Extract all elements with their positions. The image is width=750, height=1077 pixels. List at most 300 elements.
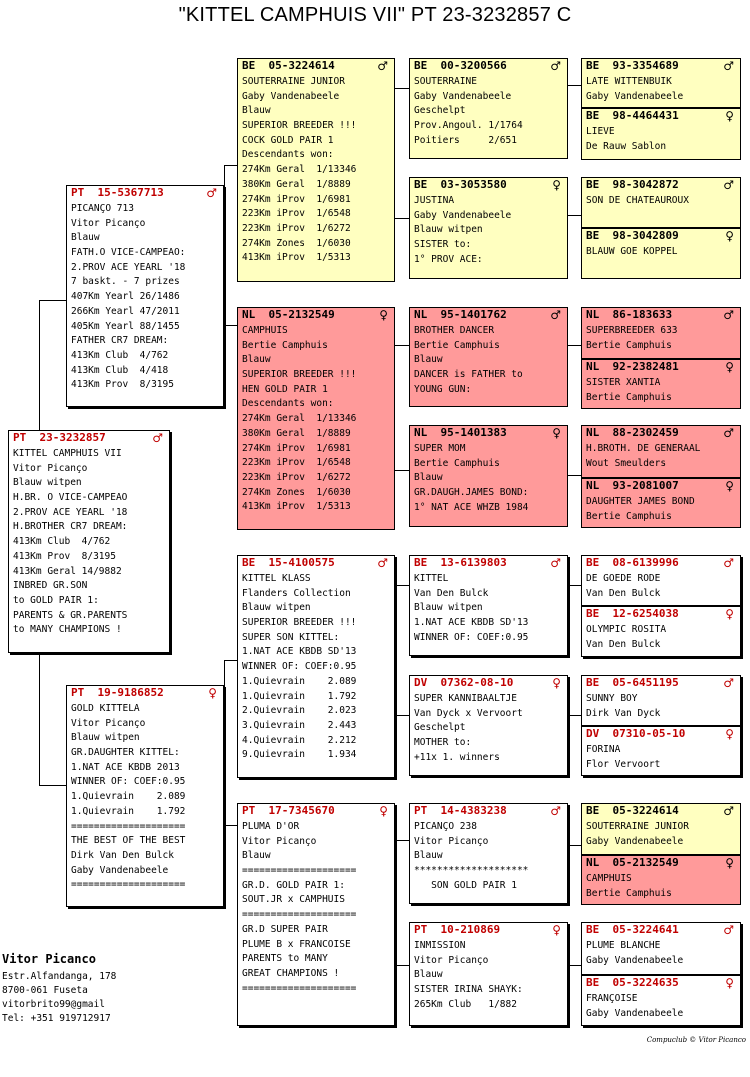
pigeon-card-g5 bbox=[581, 307, 741, 359]
ring-text: NL 05-2132549 bbox=[586, 856, 679, 869]
detail-line: 413Km Club 4/418 bbox=[71, 364, 169, 376]
connector-line bbox=[395, 965, 409, 966]
pigeon-card-g8 bbox=[581, 478, 741, 528]
ring-text: PT 14-4383238 bbox=[414, 804, 507, 817]
pigeon-details bbox=[414, 442, 563, 515]
connector-line bbox=[568, 345, 581, 346]
pigeon-card-dss bbox=[409, 555, 568, 656]
pigeon-card-sire bbox=[66, 185, 224, 407]
ring-number bbox=[586, 426, 736, 440]
detail-line: Dirk Van Dyck bbox=[586, 707, 661, 719]
pigeon-details bbox=[414, 194, 563, 267]
male-icon: ♂ bbox=[723, 426, 734, 440]
ring-number bbox=[242, 308, 390, 322]
detail-line: Bertie Camphuis bbox=[242, 339, 328, 351]
detail-line: SON GOLD PAIR 1 bbox=[414, 879, 517, 891]
detail-line: Blauw bbox=[242, 850, 271, 862]
page-title: "KITTEL CAMPHUIS VII" PT 23-3232857 C bbox=[178, 4, 572, 26]
pigeon-card-sss bbox=[409, 58, 568, 159]
pigeon-details bbox=[586, 692, 736, 721]
pigeon-card-ds bbox=[237, 555, 395, 778]
male-icon: ♂ bbox=[723, 676, 734, 690]
ring-number bbox=[414, 923, 563, 937]
pigeon-card-g16 bbox=[581, 975, 741, 1026]
detail-line: Descendants won: bbox=[242, 149, 334, 161]
detail-line: MOTHER to: bbox=[414, 737, 472, 749]
ring-number bbox=[414, 59, 563, 73]
pigeon-details bbox=[414, 572, 563, 645]
detail-line: Geschelpt bbox=[414, 722, 466, 734]
detail-line: 413Km Prov 8/3195 bbox=[71, 379, 174, 391]
pigeon-details bbox=[586, 820, 736, 849]
detail-line: 274Km iProv 1/6981 bbox=[242, 193, 351, 205]
pigeon-details bbox=[586, 376, 736, 405]
detail-line: SUPERIOR BREEDER !!! bbox=[242, 617, 357, 629]
detail-line: SISTER to: bbox=[414, 239, 472, 251]
detail-line: SOUTERRAINE bbox=[414, 76, 477, 87]
male-icon: ♂ bbox=[723, 556, 734, 570]
detail-line: DANCER is FATHER to bbox=[414, 369, 523, 381]
ring-text: NL 88-2302459 bbox=[586, 426, 679, 439]
detail-line: ==================== bbox=[71, 820, 186, 832]
pigeon-card-ssd bbox=[409, 177, 568, 279]
connector-line bbox=[224, 165, 225, 325]
detail-line: 407Km Yearl 26/1486 bbox=[71, 291, 180, 303]
pigeon-card-g13 bbox=[581, 803, 741, 855]
ring-number bbox=[242, 59, 390, 73]
detail-line: INBRED GR.SON bbox=[13, 580, 88, 592]
detail-line: Geschelpt bbox=[414, 105, 466, 117]
ring-number bbox=[586, 556, 736, 570]
connector-line bbox=[395, 218, 409, 219]
ring-number bbox=[586, 229, 736, 243]
detail-line: Gaby Vandenabeele bbox=[586, 90, 684, 102]
detail-line: SOUTERRAINE JUNIOR bbox=[242, 76, 345, 87]
detail-line: Flanders Collection bbox=[242, 587, 351, 599]
ring-number bbox=[414, 308, 563, 322]
pigeon-card-sds bbox=[409, 307, 568, 407]
connector-line bbox=[395, 345, 409, 346]
detail-line: OLYMPIC ROSITA bbox=[586, 624, 667, 635]
connector-line bbox=[39, 300, 40, 430]
detail-line: 405Km Yearl 88/1455 bbox=[71, 320, 180, 332]
detail-line: 1° PROV ACE: bbox=[414, 253, 483, 265]
detail-line: PARENTS & GR.PARENTS bbox=[13, 609, 128, 621]
detail-line: Blauw witpen bbox=[242, 602, 311, 614]
ring-number bbox=[71, 186, 219, 200]
detail-line: GOLD KITTELA bbox=[71, 703, 140, 714]
detail-line: 265Km Club 1/882 bbox=[414, 998, 517, 1010]
detail-line: PLUMA D'OR bbox=[242, 821, 300, 832]
credit-text: Compuclub © Vitor Picanco bbox=[646, 1036, 746, 1044]
ring-text: DV 07310-05-10 bbox=[586, 727, 686, 740]
owner-name: Vitor Picanco bbox=[2, 952, 96, 966]
ring-text: NL 95-1401762 bbox=[414, 308, 507, 321]
detail-line: Blauw bbox=[414, 472, 443, 484]
detail-line: BROTHER DANCER bbox=[414, 325, 495, 336]
detail-line: 1.NAT ACE KBDB 2013 bbox=[71, 761, 180, 773]
detail-line: DE GOEDE RODE bbox=[586, 573, 661, 584]
detail-line: ==================== bbox=[71, 879, 186, 891]
ring-number bbox=[586, 976, 736, 990]
detail-line: CAMPHUIS bbox=[586, 873, 632, 884]
pigeon-details bbox=[586, 939, 736, 968]
female-icon: ♀ bbox=[552, 923, 561, 937]
detail-line: 223Km iProv 1/6272 bbox=[242, 222, 351, 234]
pigeon-details bbox=[13, 447, 165, 638]
detail-line: 413Km Prov 8/3195 bbox=[13, 550, 116, 562]
pigeon-details bbox=[586, 245, 736, 260]
ring-number bbox=[586, 923, 736, 937]
detail-line: Blauw bbox=[414, 850, 443, 862]
detail-line: 3.Quievrain 2.443 bbox=[242, 719, 357, 731]
male-icon: ♂ bbox=[550, 804, 561, 818]
female-icon: ♀ bbox=[552, 426, 561, 440]
detail-line: SUPER KANNIBAALTJE bbox=[414, 693, 517, 704]
detail-line: Van Den Bulck bbox=[586, 638, 661, 650]
detail-line: 1.NAT ACE KBDB SD'13 bbox=[414, 617, 529, 629]
detail-line: COCK GOLD PAIR 1 bbox=[242, 134, 334, 146]
detail-line: Vitor Picanço bbox=[13, 462, 88, 474]
detail-line: INMISSION bbox=[414, 940, 466, 951]
connector-line bbox=[395, 840, 409, 841]
detail-line: SUNNY BOY bbox=[586, 693, 638, 704]
pigeon-details bbox=[586, 572, 736, 601]
ring-number bbox=[586, 607, 736, 621]
ring-number bbox=[414, 556, 563, 570]
detail-line: 1.Quievrain 1.792 bbox=[71, 805, 186, 817]
detail-line: ==================== bbox=[242, 909, 357, 921]
ring-text: BE 03-3053580 bbox=[414, 178, 507, 191]
detail-line: Wout Smeulders bbox=[586, 457, 667, 469]
female-icon: ♀ bbox=[725, 109, 734, 123]
detail-line: 1.Quievrain 2.089 bbox=[71, 791, 186, 803]
detail-line: Blauw bbox=[242, 354, 271, 366]
detail-line: SISTER XANTIA bbox=[586, 377, 661, 388]
detail-line: Van Den Bulck bbox=[586, 587, 661, 599]
pigeon-details bbox=[414, 939, 563, 1012]
connector-line bbox=[568, 475, 581, 476]
pigeon-card-dsd bbox=[409, 675, 568, 776]
detail-line: LIEVE bbox=[586, 126, 615, 137]
detail-line: GR.DAUGH.JAMES BOND: bbox=[414, 487, 529, 499]
ring-text: NL 05-2132549 bbox=[242, 308, 335, 321]
detail-line: Blauw witpen bbox=[414, 602, 483, 614]
ring-text: NL 92-2382481 bbox=[586, 360, 679, 373]
detail-line: H.BROTHER CR7 DREAM: bbox=[13, 521, 128, 533]
ring-number bbox=[586, 676, 736, 690]
pigeon-details bbox=[586, 623, 736, 652]
pigeon-details bbox=[242, 820, 390, 996]
detail-line: Bertie Camphuis bbox=[414, 339, 500, 351]
ring-text: BE 12-6254038 bbox=[586, 607, 679, 620]
detail-line: BLAUW GOE KOPPEL bbox=[586, 246, 678, 257]
detail-line: 4.Quievrain 2.212 bbox=[242, 734, 357, 746]
owner-address: Estr.Alfandanga, 178 bbox=[2, 971, 117, 982]
detail-line: Bertie Camphuis bbox=[414, 457, 500, 469]
detail-line: 274Km Geral 1/13346 bbox=[242, 413, 357, 425]
pigeon-details bbox=[414, 324, 563, 397]
pigeon-card-g4 bbox=[581, 228, 741, 279]
detail-line: 1.Quievrain 2.089 bbox=[242, 675, 357, 687]
detail-line: SUPER MOM bbox=[414, 443, 466, 454]
male-icon: ♂ bbox=[723, 308, 734, 322]
pigeon-card-g12 bbox=[581, 726, 741, 776]
pigeon-details bbox=[71, 702, 219, 893]
female-icon: ♀ bbox=[208, 686, 217, 700]
detail-line: ==================== bbox=[242, 865, 357, 877]
male-icon: ♂ bbox=[550, 556, 561, 570]
pigeon-card-g15 bbox=[581, 922, 741, 975]
male-icon: ♂ bbox=[723, 59, 734, 73]
ring-text: NL 95-1401383 bbox=[414, 426, 507, 439]
ring-text: PT 19-9186852 bbox=[71, 686, 164, 699]
detail-line: FATH.O VICE-CAMPEAO: bbox=[71, 247, 186, 259]
ring-text: BE 98-3042809 bbox=[586, 229, 679, 242]
detail-line: to GOLD PAIR 1: bbox=[13, 594, 99, 606]
ring-number bbox=[414, 426, 563, 440]
detail-line: Bertie Camphuis bbox=[586, 391, 672, 403]
detail-line: 2.Quievrain 2.023 bbox=[242, 705, 357, 717]
ring-number bbox=[242, 804, 390, 818]
ring-number bbox=[586, 308, 736, 322]
detail-line: GR.D. GOLD PAIR 1: bbox=[242, 879, 345, 891]
detail-line: 9.Quievrain 1.934 bbox=[242, 749, 357, 761]
ring-number bbox=[414, 178, 563, 192]
detail-line: 274Km Geral 1/13346 bbox=[242, 164, 357, 176]
detail-line: SOUTERRAINE JUNIOR bbox=[586, 821, 689, 832]
detail-line: SUPERIOR BREEDER !!! bbox=[242, 120, 357, 132]
detail-line: Gaby Vandenabeele bbox=[586, 954, 684, 966]
detail-line: PLUME BLANCHE bbox=[586, 940, 661, 951]
detail-line: WINNER OF: COEF:0.95 bbox=[414, 631, 529, 643]
detail-line: FRANÇOISE bbox=[586, 993, 638, 1004]
female-icon: ♀ bbox=[725, 479, 734, 493]
detail-line: Gaby Vandenabeele bbox=[71, 864, 169, 876]
detail-line: SUPERBREEDER 633 bbox=[586, 325, 678, 336]
female-icon: ♀ bbox=[725, 229, 734, 243]
detail-line: Blauw bbox=[414, 969, 443, 981]
female-icon: ♀ bbox=[725, 727, 734, 741]
detail-line: 413Km iProv 1/5313 bbox=[242, 501, 351, 513]
pigeon-card-g7 bbox=[581, 425, 741, 478]
pigeon-details bbox=[586, 992, 736, 1021]
detail-line: GR.DAUGHTER KITTEL: bbox=[71, 747, 180, 759]
ring-number bbox=[586, 178, 736, 192]
detail-line: Bertie Camphuis bbox=[586, 887, 672, 899]
ring-number bbox=[586, 856, 736, 870]
connector-line bbox=[395, 470, 409, 471]
ring-text: BE 98-3042872 bbox=[586, 178, 679, 191]
detail-line: SUPERIOR BREEDER !!! bbox=[242, 369, 357, 381]
detail-line: Vitor Picanço bbox=[414, 954, 489, 966]
female-icon: ♀ bbox=[725, 856, 734, 870]
pigeon-card-sd bbox=[237, 307, 395, 530]
pigeon-details bbox=[242, 572, 390, 763]
detail-line: H.BROTH. DE GENERAAL bbox=[586, 443, 701, 454]
connector-line bbox=[568, 85, 581, 86]
detail-line: Vitor Picanço bbox=[242, 835, 317, 847]
detail-line: Dirk Van Den Bulck bbox=[71, 849, 174, 861]
male-icon: ♂ bbox=[550, 59, 561, 73]
detail-line: GR.D SUPER PAIR bbox=[242, 923, 328, 935]
male-icon: ♂ bbox=[550, 308, 561, 322]
detail-line: 2.PROV ACE YEARL '18 bbox=[13, 506, 128, 518]
detail-line: 413Km Club 4/762 bbox=[13, 536, 111, 548]
detail-line: Gaby Vandenabeele bbox=[414, 209, 512, 221]
connector-line bbox=[395, 715, 409, 716]
connector-line bbox=[224, 660, 237, 661]
detail-line: Vitor Picanço bbox=[71, 217, 146, 229]
detail-line: 7 baskt. - 7 prizes bbox=[71, 276, 180, 288]
ring-text: BE 05-3224614 bbox=[586, 804, 679, 817]
pigeon-card-subject bbox=[8, 430, 170, 653]
ring-text: NL 86-183633 bbox=[586, 308, 673, 321]
detail-line: Vitor Picanço bbox=[414, 835, 489, 847]
ring-text: PT 10-210869 bbox=[414, 923, 501, 936]
pigeon-card-g1 bbox=[581, 58, 741, 108]
pigeon-details bbox=[586, 324, 736, 353]
ring-text: BE 05-3224635 bbox=[586, 976, 679, 989]
detail-line: WINNER OF: COEF:0.95 bbox=[71, 776, 186, 788]
ring-text: BE 93-3354689 bbox=[586, 59, 679, 72]
ring-text: BE 08-6139996 bbox=[586, 556, 679, 569]
connector-line bbox=[395, 88, 409, 89]
detail-line: Blauw bbox=[414, 354, 443, 366]
detail-line: THE BEST OF THE BEST bbox=[71, 835, 186, 847]
detail-line: 223Km iProv 1/6548 bbox=[242, 208, 351, 220]
pigeon-details bbox=[586, 75, 736, 104]
detail-line: PLUME B x FRANCOISE bbox=[242, 938, 351, 950]
detail-line: KITTEL CAMPHUIS VII bbox=[13, 448, 122, 459]
ring-text: BE 98-4464431 bbox=[586, 109, 679, 122]
detail-line: PARENTS to MANY bbox=[242, 953, 328, 965]
detail-line: 413Km Club 4/762 bbox=[71, 349, 169, 361]
detail-line: 380Km Geral 1/8889 bbox=[242, 427, 351, 439]
detail-line: 274Km iProv 1/6981 bbox=[242, 442, 351, 454]
detail-line: 1.Quievrain 1.792 bbox=[242, 690, 357, 702]
ring-text: BE 15-4100575 bbox=[242, 556, 335, 569]
detail-line: De Rauw Sablon bbox=[586, 140, 667, 152]
detail-line: Blauw bbox=[242, 105, 271, 117]
connector-line bbox=[39, 653, 40, 785]
pigeon-card-dam bbox=[66, 685, 224, 907]
connector-line bbox=[224, 165, 237, 166]
ring-number bbox=[586, 109, 736, 123]
pigeon-details bbox=[586, 194, 736, 209]
connector-line bbox=[568, 215, 581, 216]
detail-line: Prov.Angoul. 1/1764 bbox=[414, 120, 523, 132]
connector-line bbox=[568, 715, 581, 716]
pigeon-details bbox=[242, 75, 390, 266]
detail-line: 1° NAT ACE WHZB 1984 bbox=[414, 501, 529, 513]
detail-line: 274Km Zones 1/6030 bbox=[242, 486, 351, 498]
ring-number bbox=[414, 676, 563, 690]
connector-line bbox=[568, 965, 581, 966]
pigeon-details bbox=[586, 743, 736, 772]
detail-line: Bertie Camphuis bbox=[586, 510, 672, 522]
detail-line: Gaby Vandenabeele bbox=[414, 90, 512, 102]
pigeon-details bbox=[586, 872, 736, 901]
pigeon-details bbox=[71, 202, 219, 393]
detail-line: SON DE CHATEAUROUX bbox=[586, 195, 689, 206]
detail-line: LATE WITTENBUIK bbox=[586, 76, 672, 87]
connector-line bbox=[568, 585, 581, 586]
connector-line bbox=[224, 825, 237, 826]
pigeon-card-sdd bbox=[409, 425, 568, 527]
detail-line: +11x 1. winners bbox=[414, 751, 500, 763]
ring-number bbox=[586, 804, 736, 818]
detail-line: 223Km iProv 1/6548 bbox=[242, 457, 351, 469]
detail-line: SISTER IRINA SHAYK: bbox=[414, 984, 523, 996]
female-icon: ♀ bbox=[379, 308, 388, 322]
detail-line: ******************** bbox=[414, 865, 529, 877]
pigeon-details bbox=[586, 495, 736, 524]
ring-text: BE 00-3200566 bbox=[414, 59, 507, 72]
connector-line bbox=[395, 585, 409, 586]
pigeon-details bbox=[586, 125, 736, 154]
pigeon-details bbox=[586, 442, 736, 471]
detail-line: Gaby Vandenabeele bbox=[586, 1007, 684, 1019]
female-icon: ♀ bbox=[552, 178, 561, 192]
detail-line: KITTEL bbox=[414, 573, 449, 584]
pigeon-card-dd bbox=[237, 803, 395, 1026]
connector-line bbox=[39, 300, 66, 301]
male-icon: ♂ bbox=[377, 556, 388, 570]
detail-line: H.BR. O VICE-CAMPEAO bbox=[13, 492, 128, 504]
detail-line: Gaby Vandenabeele bbox=[242, 90, 340, 102]
detail-line: ==================== bbox=[242, 982, 357, 994]
detail-line: 266Km Yearl 47/2011 bbox=[71, 305, 180, 317]
detail-line: YOUNG GUN: bbox=[414, 383, 472, 395]
ring-number bbox=[586, 360, 736, 374]
pigeon-card-ss bbox=[237, 58, 395, 282]
ring-number bbox=[586, 479, 736, 493]
connector-line bbox=[224, 325, 237, 326]
detail-line: Flor Vervoort bbox=[586, 758, 661, 770]
ring-text: PT 15-5367713 bbox=[71, 186, 164, 199]
ring-text: BE 05-3224641 bbox=[586, 923, 679, 936]
owner-phone: Tel: +351 919712917 bbox=[2, 1013, 111, 1024]
detail-line: 413Km iProv 1/5313 bbox=[242, 252, 351, 264]
pigeon-details bbox=[414, 692, 563, 765]
female-icon: ♀ bbox=[725, 360, 734, 374]
male-icon: ♂ bbox=[723, 178, 734, 192]
pigeon-card-g6 bbox=[581, 359, 741, 409]
pigeon-details bbox=[242, 324, 390, 515]
ring-text: BE 13-6139803 bbox=[414, 556, 507, 569]
detail-line: 413Km Geral 14/9882 bbox=[13, 565, 122, 577]
detail-line: Van Den Bulck bbox=[414, 587, 489, 599]
detail-line: FORINA bbox=[586, 744, 621, 755]
ring-number bbox=[71, 686, 219, 700]
female-icon: ♀ bbox=[725, 607, 734, 621]
ring-text: PT 17-7345670 bbox=[242, 804, 335, 817]
pigeon-card-g3 bbox=[581, 177, 741, 228]
detail-line: HEN GOLD PAIR 1 bbox=[242, 383, 328, 395]
owner-info bbox=[2, 952, 116, 1026]
ring-number bbox=[13, 431, 165, 445]
detail-line: to MANY CHAMPIONS ! bbox=[13, 624, 122, 636]
male-icon: ♂ bbox=[723, 923, 734, 937]
detail-line: 223Km iProv 1/6272 bbox=[242, 471, 351, 483]
connector-line bbox=[39, 785, 66, 786]
pigeon-details bbox=[414, 75, 563, 148]
detail-line: Gaby Vandenabeele bbox=[586, 835, 684, 847]
detail-line: 2.PROV ACE YEARL '18 bbox=[71, 261, 186, 273]
female-icon: ♀ bbox=[379, 804, 388, 818]
male-icon: ♂ bbox=[377, 59, 388, 73]
